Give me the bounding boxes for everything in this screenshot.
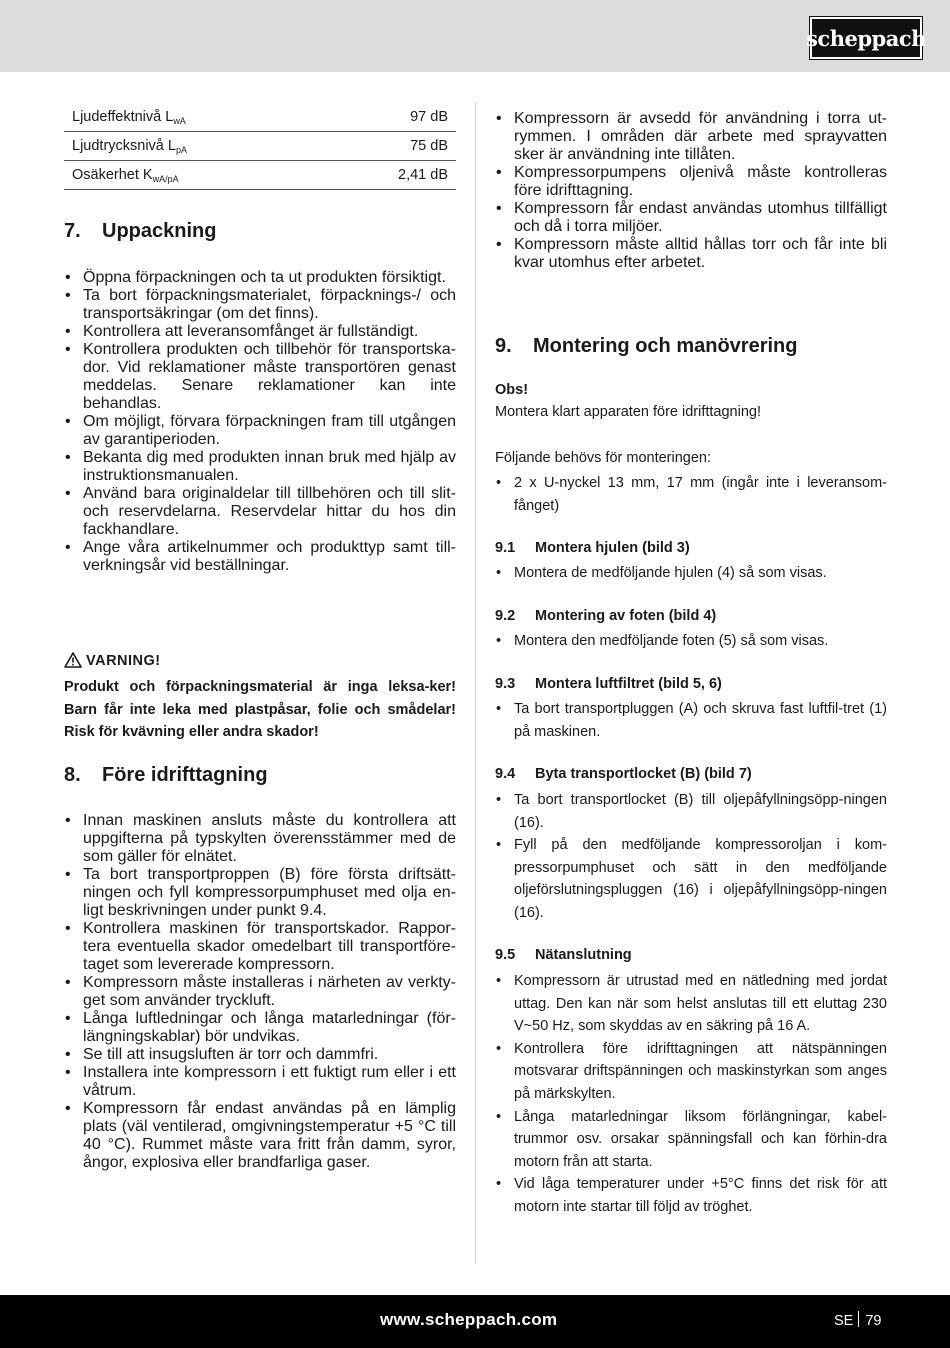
table-row: [64, 103, 456, 132]
section-number: 9.: [495, 335, 512, 357]
spec-subscript: wA/pA: [152, 173, 179, 184]
spec-subscript: pA: [175, 144, 187, 155]
warning-title: VARNING!: [86, 653, 161, 669]
list-item: • Innan maskinen ansluts måste du kontrollera att uppgifterna på typskylten överensstämmer med de som gäller för elnätet.: [64, 812, 456, 866]
subsection-number: 9.5: [495, 947, 516, 963]
subsection-number: 9.4: [495, 766, 516, 782]
list-item: • Kontrollera maskinen för transportskador. Rappor-tera eventuella skador omedelbart till transportföre-taget som levererade kompressorn.: [64, 920, 456, 974]
subsection-9-2-heading: [495, 608, 716, 624]
language-code: SE: [834, 1313, 854, 1329]
list-item: • Kontrollera produkten och tillbehör för transportska-dor. Vid reklamationer måste transportören genast meddelas. Senare reklamationer kan inte behandlas.: [64, 341, 456, 413]
list-item: • Ta bort förpackningsmaterialet, förpacknings-/ och transportsäkringar (om det finns).: [64, 287, 456, 323]
needs-list: [495, 472, 887, 517]
list-item: • Kontrollera före idrifttagningen att nätspänningen motsvarar driftspänningen och maskinstyrkan som anges på märkskylten.: [495, 1038, 887, 1106]
section-number: 8.: [64, 764, 81, 786]
subsection-number: 9.3: [495, 676, 516, 692]
subsection-9-4-heading: [495, 766, 752, 782]
subsection-9-3-heading: [495, 676, 722, 692]
mains-connection-list: [495, 970, 887, 1219]
list-item: • Öppna förpackningen och ta ut produkten försiktigt.: [64, 269, 456, 287]
list-item: • Kompressorn får endast användas utomhus tillfälligt och då i torra miljöer.: [495, 200, 887, 236]
spec-value: 75 dB: [330, 132, 456, 161]
section-9-heading: [495, 335, 797, 358]
page-number: 79: [865, 1313, 882, 1329]
obs-label: Obs!: [495, 382, 529, 398]
subsection-title: Nätanslutning: [535, 947, 632, 963]
list-item: • Ta bort transportlocket (B) till oljepåfyllningsöpp-ningen (16).: [495, 789, 887, 834]
preparation-list-continued: [495, 110, 887, 272]
subsection-title: Montering av foten (bild 4): [535, 608, 717, 624]
list-item: • Kompressorpumpens oljenivå måste kontrolleras före idrifttagning.: [495, 164, 887, 200]
spec-label: Ljudtrycksnivå L: [72, 137, 176, 154]
page-separator: [858, 1311, 859, 1327]
page-indicator: [834, 1311, 881, 1329]
subsection-number: 9.1: [495, 540, 516, 556]
wheels-list: [495, 562, 887, 585]
column-divider: [475, 102, 476, 1264]
list-item: • Fyll på den medföljande kompressoroljan i kom-pressorpumphuset och sätt in den medföljande oljeförslutningspluggen (16) i oljepåfyllningsöpp-ningen (16).: [495, 834, 887, 924]
list-item: • Om möjligt, förvara förpackningen fram till utgången av garantiperioden.: [64, 413, 456, 449]
list-item: • Se till att insugsluften är torr och dammfri.: [64, 1046, 456, 1064]
list-item: • Ta bort transportpluggen (A) och skruva fast luftfil-tret (1) på maskinen.: [495, 698, 887, 743]
list-item: • Långa matarledningar liksom förlängningar, kabel-trummor osv. orsakar spänningsfall och kan förhin-dra motorn från att starta.: [495, 1106, 887, 1174]
section-title: Montering och manövrering: [533, 335, 798, 357]
preparation-list: [64, 812, 456, 1172]
section-title: Uppackning: [102, 220, 217, 242]
website-link[interactable]: www.scheppach.com: [380, 1310, 558, 1329]
list-item: • Kompressorn måste installeras i närheten av verkty-get som använder tryckluft.: [64, 974, 456, 1010]
subsection-title: Montera luftfiltret (bild 5, 6): [535, 676, 722, 692]
air-filter-list: [495, 698, 887, 743]
unpacking-list: [64, 269, 456, 575]
section-title: Före idrifttagning: [102, 764, 268, 786]
warning-text: Produkt och förpackningsmaterial är inga leksa-ker! Barn får inte leka med plastpåsar, folie och smådelar! Risk för kvävning eller andra skador!: [64, 679, 456, 741]
list-item: • Montera den medföljande foten (5) så som visas.: [495, 630, 887, 653]
footer-bar: [0, 1295, 950, 1348]
section-7-heading: [64, 220, 216, 243]
subsection-number: 9.2: [495, 608, 516, 624]
list-item: • Bekanta dig med produkten innan bruk med hjälp av instruktionsmanualen.: [64, 449, 456, 485]
list-item: • 2 x U-nyckel 13 mm, 17 mm (ingår inte i leveransom-fånget): [495, 472, 887, 517]
list-item: • Installera inte kompressorn i ett fuktigt rum eller i ett våtrum.: [64, 1064, 456, 1100]
spec-label: Osäkerhet K: [72, 166, 153, 183]
warning-triangle-icon: [64, 652, 82, 668]
spec-value: 97 dB: [330, 103, 456, 132]
section-number: 7.: [64, 220, 81, 242]
spec-value: 2,41 dB: [330, 161, 456, 190]
section-8-heading: [64, 764, 268, 787]
spec-label: Ljudeffektnivå L: [72, 108, 174, 125]
list-item: • Ta bort transportproppen (B) före första driftsätt-ningen och fyll kompressorpumphuset med olja en-ligt beskrivningen under punkt 9.4.: [64, 866, 456, 920]
subsection-title: Byta transportlocket (B) (bild 7): [535, 766, 752, 782]
warning-heading: [64, 652, 161, 669]
header-bar: [0, 0, 950, 72]
list-item: • Kompressorn får endast användas på en lämplig plats (väl ventilerad, omgivningstemperatur +5 °C till 40 °C). Rummet måste vara fritt från damm, syror, ångor, explosiva eller brandfarliga gaser.: [64, 1100, 456, 1172]
transport-cap-list: [495, 789, 887, 925]
list-item: • Ange våra artikelnummer och produkttyp samt till-verkningsår vid beställningar.: [64, 539, 456, 575]
subsection-title: Montera hjulen (bild 3): [535, 540, 690, 556]
list-item: • Kontrollera att leveransomfånget är fullständigt.: [64, 323, 456, 341]
spec-subscript: wA: [173, 115, 186, 126]
subsection-9-1-heading: [495, 540, 690, 556]
subsection-9-5-heading: [495, 947, 632, 963]
list-item: • Kompressorn är utrustad med en nätledning med jordat uttag. Den kan när som helst anslutas till ett eluttag 230 V~50 Hz, som skyddas av en säkring på 16 A.: [495, 970, 887, 1038]
list-item: • Kompressorn måste alltid hållas torr och får inte bli kvar utomhus efter arbetet.: [495, 236, 887, 272]
table-row: [64, 132, 456, 161]
foot-list: [495, 630, 887, 653]
needs-intro: Följande behövs för monteringen:: [495, 450, 712, 466]
sound-spec-table: [64, 103, 456, 190]
list-item: • Montera de medföljande hjulen (4) så som visas.: [495, 562, 887, 585]
table-row: [64, 161, 456, 190]
obs-text: Montera klart apparaten före idrifttagning!: [495, 404, 761, 420]
list-item: • Använd bara originaldelar till tillbehören och till slit-och reservdelarna. Reservdelar hittar du hos din fackhandlare.: [64, 485, 456, 539]
list-item: • Kompressorn är avsedd för användning i torra ut-rymmen. I områden där arbete med sprayvatten sker är användning inte tillåten.: [495, 110, 887, 164]
list-item: • Vid låga temperaturer under +5°C finns det risk för att motorn inte startar till följd av tröghet.: [495, 1173, 887, 1218]
brand-logo: scheppach: [810, 17, 922, 59]
list-item: • Långa luftledningar och långa matarledningar (för-längningskablar) bör undvikas.: [64, 1010, 456, 1046]
